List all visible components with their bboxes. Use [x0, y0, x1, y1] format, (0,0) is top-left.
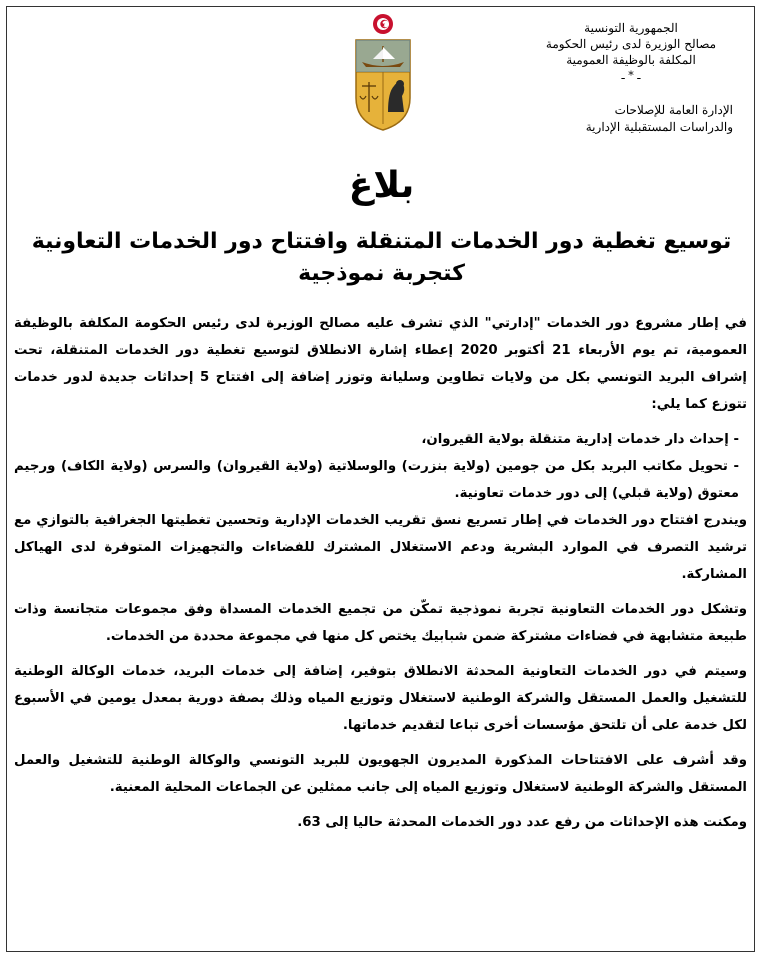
announcement-body: [14, 310, 747, 844]
paragraph: ويندرج افتتاح دور الخدمات في إطار تسريع نسق تقريب الخدمات الإدارية وتحسين تغطيتها الجغرافية بالتوازي مع ترشيد التصرف في الموارد البشرية ودعم الاستغلال المشترك للفضاءات والتجهيزات المتوفرة لدى الهياكل المشاركة.: [14, 513, 747, 582]
header-line: مصالح الوزيرة لدى رئيس الحكومة: [545, 37, 717, 51]
document-title: بلاغ: [348, 165, 415, 206]
paragraph-intro: في إطار مشروع دور الخدمات "إدارتي" الذي تشرف عليه مصالح الوزيرة لدى رئيس الحكومة المكلفة بالوظيفة العمومية، تم يوم الأربعاء 21 أكتوبر 2020 إعطاء إشارة الانطلاق لتوسيع تغطية دور الخدمات المتنقلة، تحت إشراف البريد التونسي بكل من ولايات تطاوين وسليانة وتوزر إضافة إلى افتتاح 5 إحداثات جديدة لدور خدمات تتوزع كما يلي:: [14, 316, 747, 412]
header-line: والدراسات المستقبلية الإدارية: [585, 120, 733, 134]
department-name: [523, 102, 733, 136]
header-line: الجمهورية التونسية: [584, 21, 678, 35]
header-line: المكلفة بالوظيفة العمومية: [566, 53, 696, 67]
header-separator: ـ * ـ: [621, 69, 641, 82]
list-item: - إحداث دار خدمات إدارية متنقلة بولاية القيروان،: [421, 432, 739, 447]
paragraph: وسيتم في دور الخدمات التعاونية المحدثة الانطلاق بتوفير، إضافة إلى خدمات البريد، خدمات الوكالة الوطنية للتشغيل والعمل المستقل والشركة الوطنية لاستغلال وتوزيع المياه وذلك بصفة دورية بمعدل يومين في الأسبوع لكل خدمة على أن تلتحق مؤسسات أخرى تباعا لتقديم خدماتها.: [14, 664, 747, 733]
paragraph: وقد أشرف على الافتتاحات المذكورة المديرون الجهويون للبريد التونسي والوكالة الوطنية للتشغيل والعمل المستقل والشركة الوطنية لاستغلال وتوزيع المياه إلى جانب ممثلين عن الجماعات المحلية المعنية.: [14, 753, 747, 795]
new-services-list: [14, 426, 747, 507]
paragraph: وتشكل دور الخدمات التعاونية تجربة نموذجية تمكّن من تجميع الخدمات المسداة وفق مجموعات متجانسة وذات طبيعة متشابهة في فضاءات مشتركة ضمن شبابيك يختص كل منها في مجموعة محددة من الخدمات.: [14, 602, 747, 644]
header-line: الإدارة العامة للإصلاحات: [614, 103, 733, 117]
paragraph-closing: ومكنت هذه الإحداثات من رفع عدد دور الخدمات المحدثة حاليا إلى 63.: [297, 815, 747, 830]
coat-of-arms-icon: [350, 12, 416, 134]
issuing-authority: [521, 20, 741, 84]
document-subtitle: توسيع تغطية دور الخدمات المتنقلة وافتتاح دور الخدمات التعاونية كتجربة نموذجية: [31, 229, 732, 286]
list-item: - تحويل مكاتب البريد بكل من جومين (ولاية بنزرت) والوسلاتية (ولاية القيروان) والسرس (ولاية الكاف) ورجيم معتوق (ولاية قبلي) إلى دور خدمات تعاونية.: [14, 459, 739, 501]
